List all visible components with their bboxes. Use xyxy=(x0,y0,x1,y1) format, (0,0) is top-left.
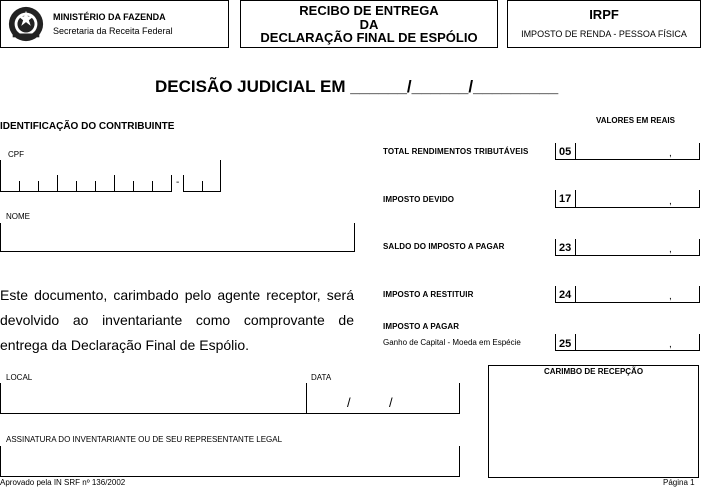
tax-code: IRPF xyxy=(589,7,619,22)
stamp-box xyxy=(488,365,699,478)
stamp-label: CARIMBO DE RECEPÇÃO xyxy=(543,367,644,376)
cpf-dash: - xyxy=(176,177,180,188)
row-code: 23 xyxy=(559,242,572,254)
decision-title: DECISÃO JUDICIAL EM ______/______/_________ xyxy=(155,77,559,96)
row-code: 24 xyxy=(559,289,572,301)
decimal-comma: , xyxy=(669,244,672,255)
header-title-box xyxy=(240,0,498,48)
secretariat-name: Secretaria da Receita Federal xyxy=(53,26,173,36)
header-tax-box xyxy=(507,0,701,48)
notice-text: Este documento, carimbado pelo agente receptor, será devolvido ao inventariante como comprovante de entrega da Declaração Final de Espólio. xyxy=(0,287,354,353)
header-ministry-box xyxy=(0,0,229,48)
decimal-comma: , xyxy=(669,339,672,350)
cpf-label: CPF xyxy=(8,150,24,159)
decimal-comma: , xyxy=(669,148,672,159)
date-slash-1: / xyxy=(347,395,351,410)
date-label: DATA xyxy=(311,373,332,382)
row-code: 17 xyxy=(559,193,572,205)
row-label: SALDO DO IMPOSTO A PAGAR xyxy=(383,242,505,251)
approval-note: Aprovado pela IN SRF nº 136/2002 xyxy=(0,478,126,487)
local-label: LOCAL xyxy=(6,373,33,382)
coat-of-arms-icon xyxy=(7,5,45,43)
tax-name: IMPOSTO DE RENDA - PESSOA FÍSICA xyxy=(521,29,687,39)
values-header: VALORES EM REAIS xyxy=(596,116,675,125)
row-label: IMPOSTO DEVIDO xyxy=(383,195,455,204)
row-code: 25 xyxy=(559,338,572,350)
title-line-1: RECIBO DE ENTREGA xyxy=(299,3,439,18)
ministry-name: MINISTÉRIO DA FAZENDA xyxy=(53,12,166,22)
date-slash-2: / xyxy=(389,395,393,410)
title-line-2: DA xyxy=(359,17,379,32)
section-title: IDENTIFICAÇÃO DO CONTRIBUINTE xyxy=(0,121,175,132)
row-label: IMPOSTO A RESTITUIR xyxy=(383,290,474,299)
row-code: 05 xyxy=(559,146,572,158)
row-label: TOTAL RENDIMENTOS TRIBUTÁVEIS xyxy=(383,147,529,156)
signature-label: ASSINATURA DO INVENTARIANTE OU DE SEU REPRESENTANTE LEGAL xyxy=(6,435,283,444)
decimal-comma: , xyxy=(669,291,672,302)
page-number: Página 1 xyxy=(663,478,695,487)
name-label: NOME xyxy=(6,212,30,221)
title-line-3: DECLARAÇÃO FINAL DE ESPÓLIO xyxy=(260,30,478,45)
decimal-comma: , xyxy=(669,196,672,207)
row-sublabel: Ganho de Capital - Moeda em Espécie xyxy=(383,338,521,347)
row-label: IMPOSTO A PAGAR xyxy=(383,322,460,331)
